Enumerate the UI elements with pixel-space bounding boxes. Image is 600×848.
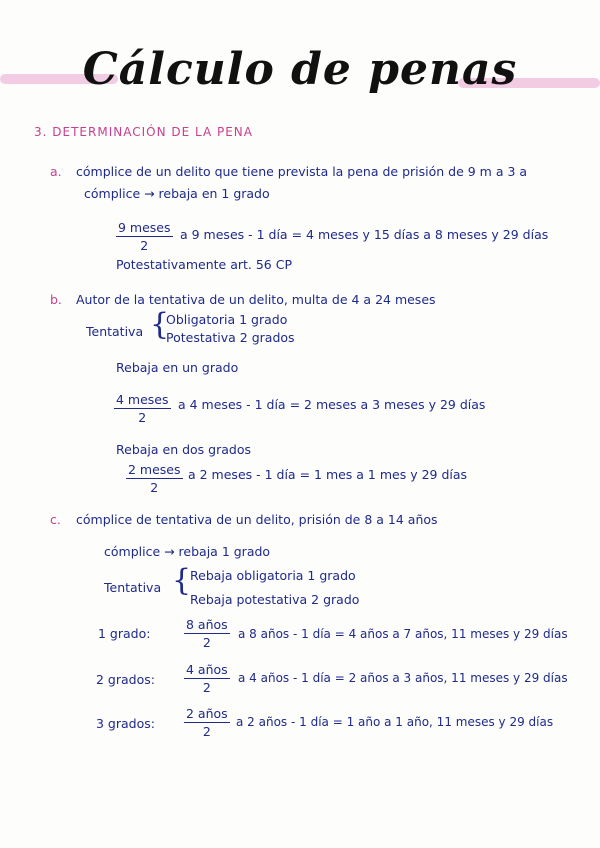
item-c-label: c. [50,512,61,527]
item-c-grado-1-fraction [184,617,230,650]
item-c-tentativa-label: Tentativa [104,580,162,595]
item-a-rule: cómplice → rebaja en 1 grado [84,186,270,201]
item-c-brace: { [172,563,192,598]
item-b-option-2: Potestativa 2 grados [166,330,295,345]
item-a-fraction-numerator: 9 meses [118,220,171,235]
item-b-label: b. [50,292,62,307]
item-c-grado-2-label: 2 grados: [96,672,155,687]
page-title: Cálculo de penas [82,44,518,95]
item-c-rule: cómplice → rebaja 1 grado [104,544,271,559]
item-c-grado-3-numerator: 2 años [186,706,228,721]
item-b-rebaja-2: Rebaja en dos grados [116,442,251,457]
section-heading: 3. DETERMINACIÓN DE LA PENA [34,125,253,139]
item-b-fraction-1 [114,392,171,425]
item-b-fraction-2-numerator: 2 meses [128,462,181,477]
item-a-note: Potestativamente art. 56 CP [116,257,292,272]
item-a-label: a. [50,164,62,179]
item-b-option-1: Obligatoria 1 grado [166,312,288,327]
item-c-grado-3-fraction [184,706,230,739]
item-b-fraction-1-numerator: 4 meses [116,392,169,407]
item-b-result-2: a 2 meses - 1 día = 1 mes a 1 mes y 29 días [188,467,468,482]
item-b-fraction-2-denominator: 2 [150,480,159,495]
item-b-fraction-1-denominator: 2 [138,410,147,425]
item-c-grado-2-fraction [184,662,230,695]
item-c-grado-1-label: 1 grado: [98,626,151,641]
item-a-result: a 9 meses - 1 día = 4 meses y 15 días a 8 meses y 29 días [180,227,549,242]
item-c-grado-3-label: 3 grados: [96,716,155,731]
item-c-grado-1-denominator: 2 [202,635,211,650]
item-c-grado-2-result: a 4 años - 1 día = 2 años a 3 años, 11 meses y 29 días [238,671,568,685]
item-a-fraction-denominator: 2 [140,238,149,253]
item-c-option-2: Rebaja potestativa 2 grado [190,592,360,607]
item-c-grado-3-result: a 2 años - 1 día = 1 año a 1 año, 11 meses y 29 días [236,715,554,729]
item-c-statement: cómplice de tentativa de un delito, prisión de 8 a 14 años [76,512,438,527]
item-a-fraction [116,220,173,253]
item-b-rebaja-1: Rebaja en un grado [116,360,239,375]
item-c-grado-1-result: a 8 años - 1 día = 4 años a 7 años, 11 meses y 29 días [238,627,568,641]
item-c-option-1: Rebaja obligatoria 1 grado [190,568,356,583]
item-c-grado-1-numerator: 8 años [186,617,228,632]
item-c-grado-3-denominator: 2 [202,724,211,739]
item-b-brace: { [150,307,170,342]
item-b-result-1: a 4 meses - 1 día = 2 meses a 3 meses y 29 días [178,397,486,412]
item-c-grado-2-denominator: 2 [202,680,211,695]
item-b-statement: Autor de la tentativa de un delito, multa de 4 a 24 meses [76,292,436,307]
item-b-tentativa-label: Tentativa [86,324,144,339]
item-c-grado-2-numerator: 4 años [186,662,228,677]
item-a-statement: cómplice de un delito que tiene prevista la pena de prisión de 9 m a 3 a [76,164,528,179]
item-b-fraction-2 [126,462,183,495]
